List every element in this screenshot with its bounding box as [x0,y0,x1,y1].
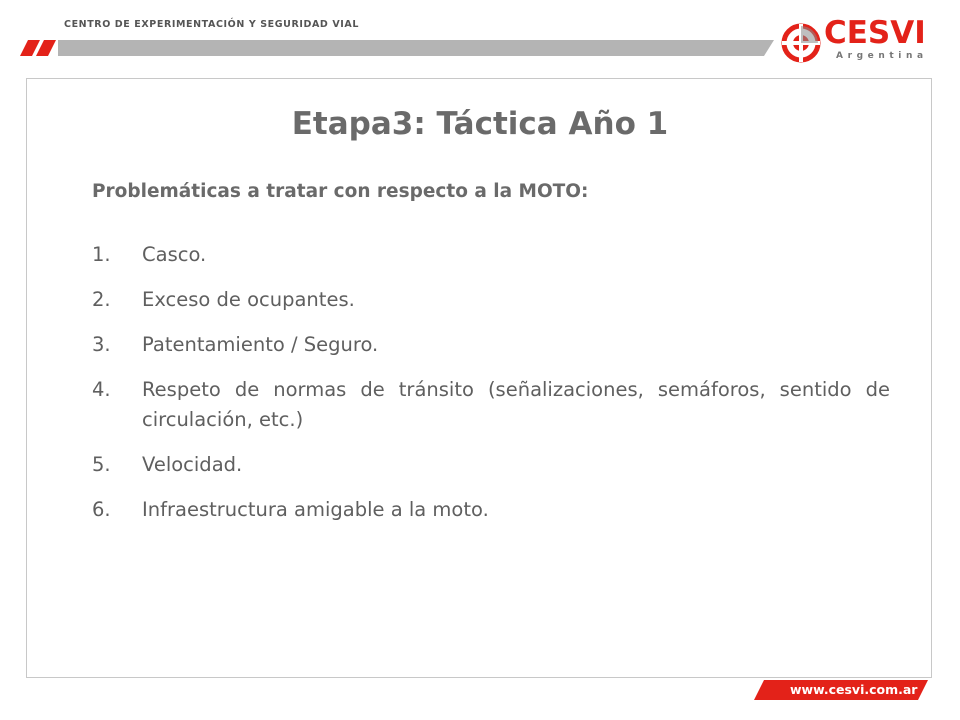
list-item-number: 5. [92,453,111,476]
list-item [92,450,890,480]
org-name: CENTRO DE EXPERIMENTACIÓN Y SEGURIDAD VIAL [64,19,360,30]
header-bar-end [750,40,774,56]
logo-wordmark: CESVI [824,15,926,51]
slide-title: Etapa3: Táctica Año 1 [291,106,669,142]
list-item-text: Respeto de normas de tránsito (señalizaciones, semáforos, sentido de circulación, etc.) [142,378,890,431]
slide-subtitle: Problemáticas a tratar con respecto a la MOTO: [92,181,589,202]
list-item-text: Exceso de ocupantes. [142,288,355,311]
problem-list [92,240,890,540]
list-item-number: 3. [92,333,111,356]
list-item [92,375,890,435]
list-item-text: Velocidad. [142,453,243,476]
logo-target-icon [780,22,822,64]
list-item [92,240,890,270]
list-item [92,330,890,360]
list-item-number: 2. [92,288,111,311]
list-item-text: Patentamiento / Seguro. [142,333,379,356]
list-item-number: 1. [92,243,111,266]
website-url: www.cesvi.com.ar [790,682,918,697]
list-item-number: 6. [92,498,111,521]
list-item-number: 4. [92,378,111,401]
list-item [92,495,890,525]
header-bar [58,40,764,56]
cesvi-logo [780,15,930,68]
red-stripes-decoration [20,40,60,56]
logo-subtitle: Argentina [836,51,928,61]
list-item [92,285,890,315]
list-item-text: Infraestructura amigable a la moto. [142,498,489,521]
list-item-text: Casco. [142,243,207,266]
